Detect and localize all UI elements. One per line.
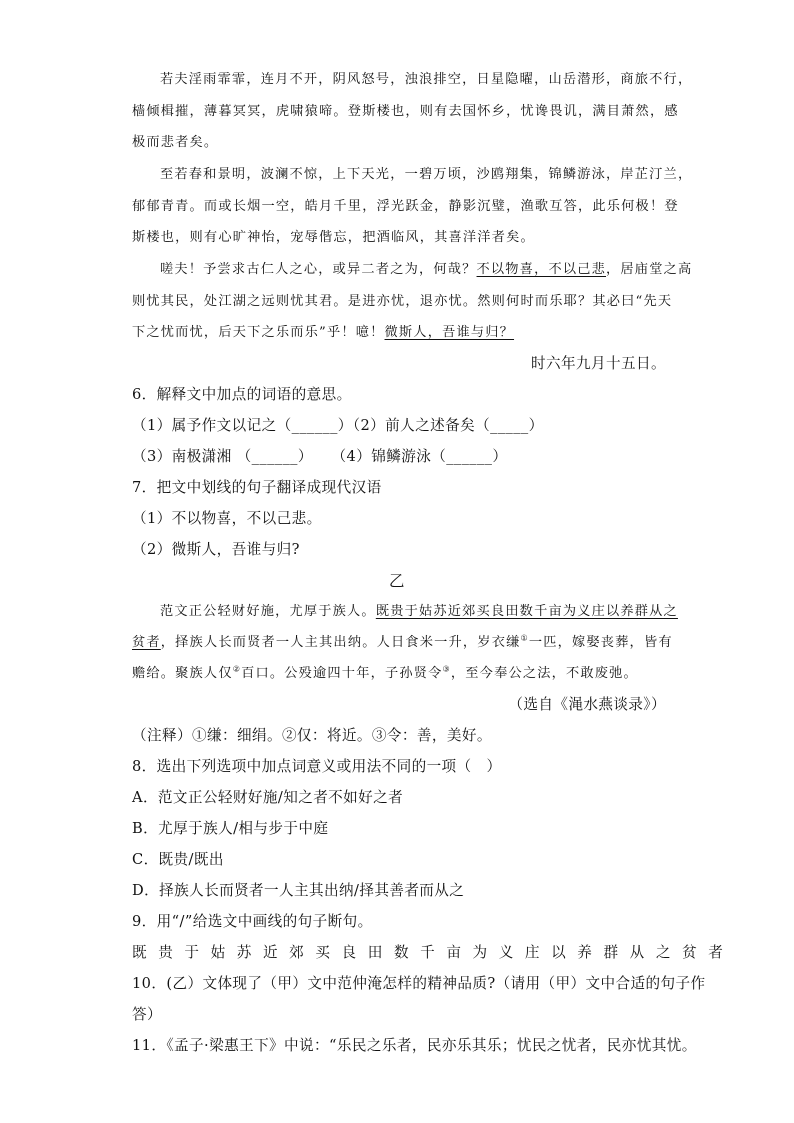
underlined-sentence-end: 贫者 <box>132 635 161 650</box>
passage-jia-p2-line2: 郁郁青青。而或长烟一空，皓月千里，浮光跃金，静影沉璧，渔歌互答，此乐何极！登 <box>132 199 679 214</box>
question-10-line1: 10．(乙）文体现了（甲）文中范仲淹怎样的精神品质?（请用（甲）文中合适的句子作 <box>132 975 706 992</box>
question-7-sentence1: （1）不以物喜，不以己悲。 <box>132 510 322 527</box>
question-11-line1: 11．《孟子·梁惠王下》中说：“乐民之乐者，民亦乐其乐；忧民之忧者，民亦忧其忧。 <box>132 1037 697 1054</box>
text-segment: 下之忧而忧，后天下之乐而乐”乎！噫！ <box>132 325 385 340</box>
passage-yi-notes: （注释）①缣：细绢。②仅：将近。③令：善，美好。 <box>132 727 492 744</box>
passage-jia-p3-line2: 则忧其民，处江湖之远则忧其君。是进亦忧，退亦忧。然则何时而乐耶？其必曰“先天 <box>132 294 673 309</box>
question-7-stem: 7．把文中划线的句子翻译成现代汉语 <box>132 479 382 496</box>
question-8-stem: 8．选出下列选项中加点词意义或用法不同的一项（ ） <box>132 758 502 775</box>
question-8-option-d: D．择族人长而贤者一人主其出纳/择其善者而从之 <box>132 882 465 899</box>
underlined-sentence-1: 不以物喜，不以己悲 <box>476 262 607 277</box>
question-6-row1: （1）属予作文以记之（______）（2）前人之述备矣（_____） <box>132 417 544 434</box>
passage-jia-p1-line1: 若夫淫雨霏霏，连月不开，阴风怒号，浊浪排空，日星隐曜，山岳潜形，商旅不行， <box>160 72 693 87</box>
footnote-mark-2: ② <box>232 664 242 674</box>
text-segment: 赡给。聚族人仅 <box>132 666 233 681</box>
question-10-line2: 答） <box>132 1006 162 1023</box>
passage-jia-p1-line3: 极而悲者矣。 <box>132 135 219 150</box>
question-8-option-b: B．尤厚于族人/相与步于中庭 <box>132 820 329 837</box>
text-segment: ，至今奉公之法，不敢废弛。 <box>450 666 638 681</box>
question-6-row2 <box>132 445 507 466</box>
text-segment: 范文正公轻财好施，尤厚于族人。 <box>160 604 376 619</box>
underlined-sentence: 既贵于姑苏近郊买良田数千亩为义庄以养群从之 <box>375 604 678 619</box>
passage-yi-line2 <box>132 631 673 650</box>
text-segment: ，择族人长而贤者一人主其出纳。人日食米一升，岁衣缣 <box>160 635 521 650</box>
question-6-stem: 6．解释文中加点的词语的意思。 <box>132 386 352 403</box>
passage-jia-p1-line2: 樯倾楫摧，薄暮冥冥，虎啸猿啼。登斯楼也，则有去国怀乡，忧谗畏讥，满目萧然，感 <box>132 104 679 119</box>
passage-yi-line1 <box>160 600 678 619</box>
underlined-sentence-2: 微斯人，吾谁与归？ <box>384 325 515 340</box>
passage-yi-source: （选自《渑水燕谈录》） <box>508 696 666 713</box>
passage-jia-p3-line3 <box>132 321 514 340</box>
text-segment: 一匹，嫁娶丧葬，皆有 <box>528 635 673 650</box>
footnote-mark-3: ③ <box>442 664 451 674</box>
passage-date: 时六年九月十五日。 <box>531 355 666 372</box>
passage-jia-p2-line3: 斯楼也，则有心旷神怡，宠辱偕忘，把酒临风，其喜洋洋者矣。 <box>132 230 535 245</box>
footnote-mark-1: ① <box>520 633 529 643</box>
question-8-option-c: C．既贵/既出 <box>132 851 224 868</box>
passage-jia-p2-line1: 至若春和景明，波澜不惊，上下天光，一碧万顷，沙鸥翔集，锦鳞游泳，岸芷汀兰， <box>160 167 693 182</box>
question-6-item3: （3）南极潇湘 （______） <box>132 448 313 465</box>
question-9-sentence: 既贵于姑苏近郊买良田数千亩为义庄以养群从之贫者 <box>132 944 735 961</box>
passage-yi-line3 <box>132 662 638 681</box>
question-9-stem: 9．用“/”给选文中画线的句子断句。 <box>132 913 373 930</box>
passage-yi-heading: 乙 <box>389 572 405 590</box>
passage-jia-p3-line1 <box>160 258 692 277</box>
text-segment: ，居庙堂之高 <box>606 262 693 277</box>
text-segment: 百口。公殁逾四十年，子孙贤令 <box>241 666 443 681</box>
question-8-option-a: A．范文正公轻财好施/知之者不如好之者 <box>132 789 404 806</box>
text-segment: 嗟夫！予尝求古仁人之心，或异二者之为，何哉？ <box>160 262 477 277</box>
question-6-item4: （4）锦鳞游泳（______） <box>338 448 508 465</box>
question-7-sentence2: （2）微斯人，吾谁与归? <box>132 541 300 558</box>
